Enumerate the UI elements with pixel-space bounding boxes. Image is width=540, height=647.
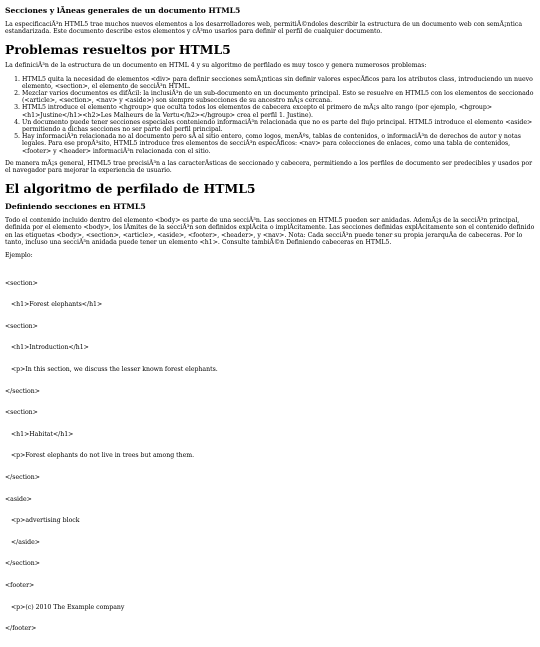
list-item: 5. Hay informaciÃ³n relacionada no al documento pero sÃ al sitio entero, como logos, menÃºs, tablas de contenidos, o informaciÃ³n de derechos de autor y notas legales. Para ese propÃ³sito, HTML5 introduce tres elementos de secciÃ³n especÃficos: <nav> para colecciones de enlaces, como una tabla de contenidos, <footer> y <header> informaciÃ³n relacionada con el sitio.: [22, 133, 535, 155]
list-item: 1. HTML5 quita la necesidad de elementos <div> para definir secciones semÃ¡nticas sin definir valores especÃficos para los atributos class, introduciendo un nuevo elemento, <section>, el elemento de secciÃ³n HTML.: [22, 76, 535, 90]
list-item: 4. Un documento puede tener secciones especiales conteniendo informaciÃ³n relacionada que no es parte del flujo principal. HTML5 introduce el elemento <aside> permitiendo a dichas secciones no ser parte del perfil principal.: [22, 119, 535, 133]
section-heading-outlines: Secciones y lÃneas generales de un documento HTML5: [5, 6, 241, 15]
code-line: <h1>Habitat</h1>: [11, 430, 74, 438]
code-line: <p>In this section, we discuss the lesser known forest elephants.: [11, 366, 218, 374]
code-line: <h1>Introduction</h1>: [11, 344, 89, 352]
code-line: <footer>: [5, 581, 35, 589]
code-line: <h1>Forest elephants</h1>: [11, 301, 103, 309]
code-line: </section>: [5, 387, 40, 395]
sections-paragraph: Todo el contenido incluido dentro del elemento <body> es parte de una secciÃ³n. Las secciones en HTML5 pueden ser anidadas. AdemÃ¡s de la secciÃ³n principal, definida por el elemento <body>, los lÃmites de la secciÃ³n son definidos explÃcita o implÃcitamente. Las secciones definidas explÃcitamente son el contenido definido en las etiquetas <body>, <section>, <article>, <aside>, <footer>, <header>, y <nav>. Nota: Cada secciÃ³n puede tener su propia jerarquÃa de cabeceras. Por lo tanto, incluso una secciÃ³n anidada puede tener un elemento <h1>. Consulte tambiÃ©n Definiendo cabeceras en HTML5.: [5, 217, 535, 246]
heading-defining-sections: Definiendo secciones en HTML5: [5, 202, 146, 212]
heading-outline-algorithm: El algoritmo de perfilado de HTML5: [5, 181, 256, 197]
example-label: Ejemplo:: [5, 252, 33, 260]
list-item: 2. Mezclar varios documentos es difÃcil: la inclusiÃ³n de un sub-documento en un documento principal. Esto se resuelve en HTML5 con los elementos de seccionado (<article>, <section>, <nav> y <aside>) son siempre subsecciones de su ancestro mÃ¡s cercana.: [22, 90, 535, 104]
list-item: 3. HTML5 introduce el elemento <hgroup> que oculta todos los elementos de cabecera excepto el primero de mÃ¡s alto rango (por ejemplo, <hgroup><h1>Justine</h1><h2>Les Malheurs de la Vertu</h2></hgroup> crea el perfil 1. Justine).: [22, 104, 535, 118]
code-line: <p>Forest elephants do not live in trees but among them.: [11, 452, 195, 460]
intro-paragraph: La especificaciÃ³n HTML5 trae muchos nuevos elementos a los desarrolladores web, permitiÃ©ndoles describir la estructura de un documento web con semÃ¡ntica estandarizada. Este documento describe estos elementos y cÃ³mo usarlos para definir el perfil de cualquier documento.: [5, 21, 523, 36]
code-example: [5, 265, 535, 647]
problems-intro: La definiciÃ³n de la estructura de un documento en HTML 4 y su algoritmo de perfilado es muy tosco y genera numerosos problemas:: [5, 62, 427, 70]
code-line: <p>(c) 2010 The Example company: [11, 603, 125, 611]
code-line: <p>advertising block: [11, 517, 80, 525]
code-line: <section>: [5, 279, 38, 287]
code-line: </section>: [5, 560, 40, 568]
code-line: </footer>: [5, 625, 37, 633]
code-line: <aside>: [5, 495, 32, 503]
code-line: </section>: [5, 474, 40, 482]
problems-outro: De manera mÃ¡s general, HTML5 trae precisiÃ³n a las caracterÃsticas de seccionado y cabecera, permitiendo a los perfiles de documento ser predecibles y usados por el navegador para mejorar la experiencia de usuario.: [5, 159, 533, 175]
code-line: </aside>: [11, 538, 40, 546]
problems-list: [5, 76, 535, 155]
code-line: <section>: [5, 322, 38, 330]
heading-problems-solved: Problemas resueltos por HTML5: [5, 42, 231, 58]
code-line: <section>: [5, 409, 38, 417]
